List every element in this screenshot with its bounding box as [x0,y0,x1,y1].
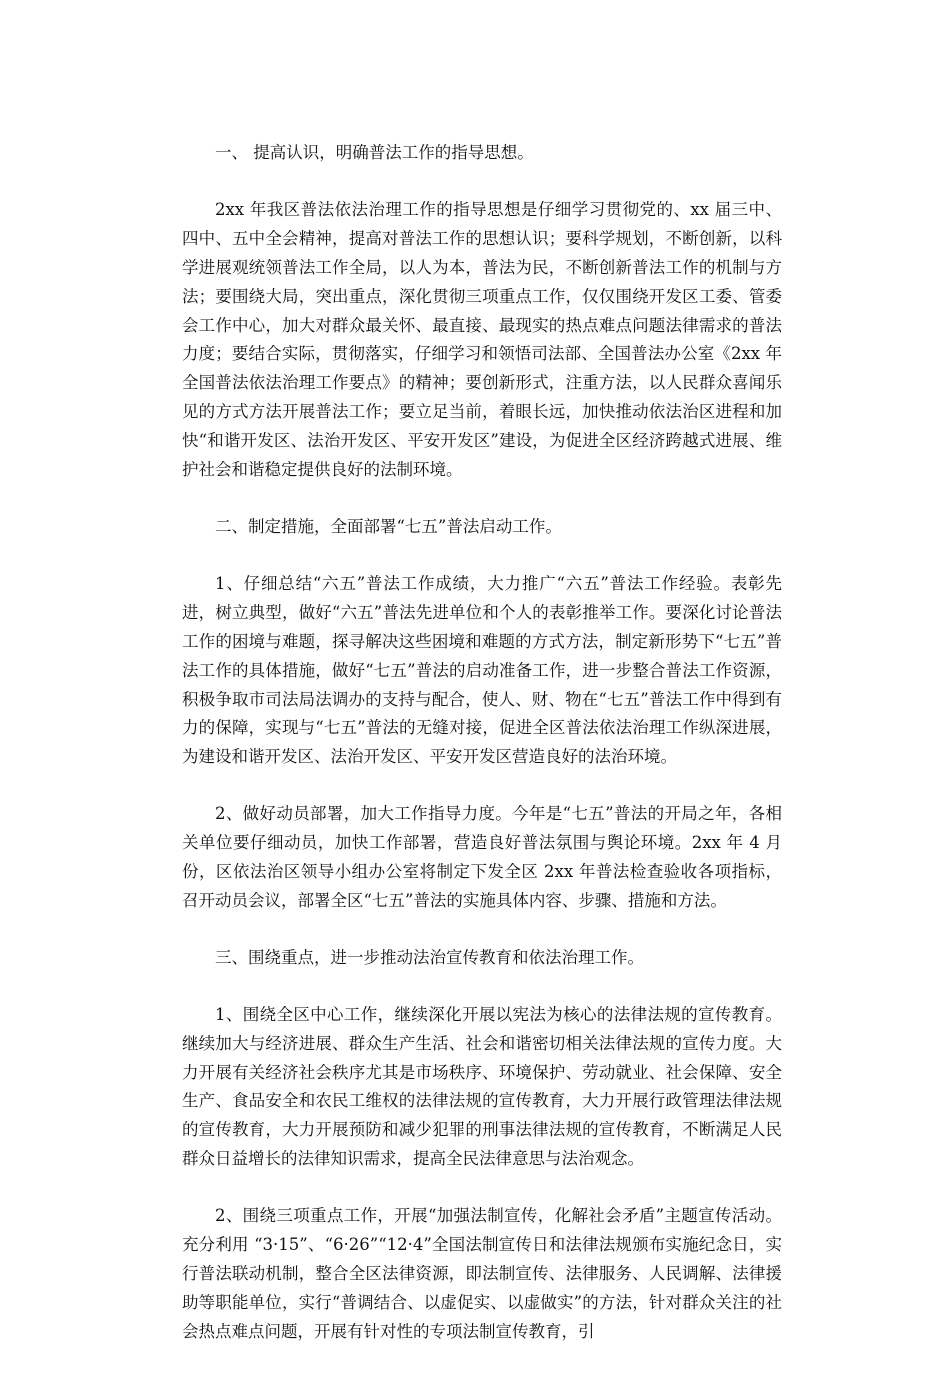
section-heading-3: 三、围绕重点，进一步推动法治宣传教育和依法治理工作。 [215,947,644,967]
paragraph-guiding-ideology: 2xx 年我区普法依法治理工作的指导思想是仔细学习贯彻党的、xx 届三中、四中、五中全会精神，提高对普法工作的思想认识；要科学规划，不断创新，以科学进展观统领普法工作全局，以人为本，普法为民，不断创新普法工作的机制与方法；要围绕大局，突出重点，深化贯彻三项重点工作，仅仅围绕开发区工委、管委会工作中心，加大对群众最关怀、最直接、最现实的热点难点问题法律需求的普法力度；要结合实际，贯彻落实，仔细学习和领悟司法部、全国普法办公室《2xx 年全国普法依法治理工作要点》的精神；要创新形式，注重方法，以人民群众喜闻乐见的方式方法开展普法工作；要立足当前，着眼长远，加快推动依法治区进程和加快“和谐开发区、法治开发区、平安开发区”建设，为促进全区经济跨越式进展、维护社会和谐稳定提供良好的法制环境。 [182,199,782,480]
paragraph-mobilization: 2、做好动员部署，加大工作指导力度。今年是“七五”普法的开局之年，各相关单位要仔细动员，加快工作部署，营造良好普法氛围与舆论环境。2xx 年 4 月份，区依法治区领导小组办公室将制定下发全区 2xx 年普法检查验收各项指标，召开动员会议，部署全区“七五”普法的实施具体内容、步骤、措施和方法。 [182,804,782,910]
document-body [182,139,782,1375]
section-heading-1: 一、 提高认识，明确普法工作的指导思想。 [215,143,534,162]
paragraph-three-key-tasks: 2、围绕三项重点工作，开展“加强法制宣传，化解社会矛盾”主题宣传活动。充分利用 “3·15”、“6·26”“12·4”全国法制宣传日和法律法规颁布实施纪念日，实行普法联动机制，整合全区法律资源，即法制宣传、法律服务、人民调解、法律援助等职能单位，实行“普调结合、以虚促实、以虚做实”的方法，针对群众关注的社会热点难点问题，开展有针对性的专项法制宣传教育，引 [182,1206,782,1341]
section-heading-2: 二、制定措施，全面部署“七五”普法启动工作。 [215,516,562,536]
paragraph-central-work: 1、围绕全区中心工作，继续深化开展以宪法为核心的法律法规的宣传教育。继续加大与经济进展、群众生产生活、社会和谐密切相关法律法规的宣传力度。大力开展有关经济社会秩序尤其是市场秩序、环境保护、劳动就业、社会保障、安全生产、食品安全和农民工维权的法律法规的宣传教育，大力开展行政管理法律法规的宣传教育，大力开展预防和减少犯罪的刑事法律法规的宣传教育，不断满足人民群众日益增长的法律知识需求，提高全民法律意思与法治观念。 [182,1004,782,1169]
paragraph-summary-six-five: 1、仔细总结“六五”普法工作成绩，大力推广“六五”普法工作经验。表彰先进，树立典型，做好“六五”普法先进单位和个人的表彰推举工作。要深化讨论普法工作的困境与难题，探寻解决这些困境和难题的方式方法，制定新形势下“七五”普法工作的具体措施，做好“七五”普法的启动准备工作，进一步整合普法工作资源，积极争取市司法局法调办的支持与配合，使人、财、物在“七五”普法工作中得到有力的保障，实现与“七五”普法的无缝对接，促进全区普法依法治理工作纵深进展，为建设和谐开发区、法治开发区、平安开发区营造良好的法治环境。 [182,573,782,767]
